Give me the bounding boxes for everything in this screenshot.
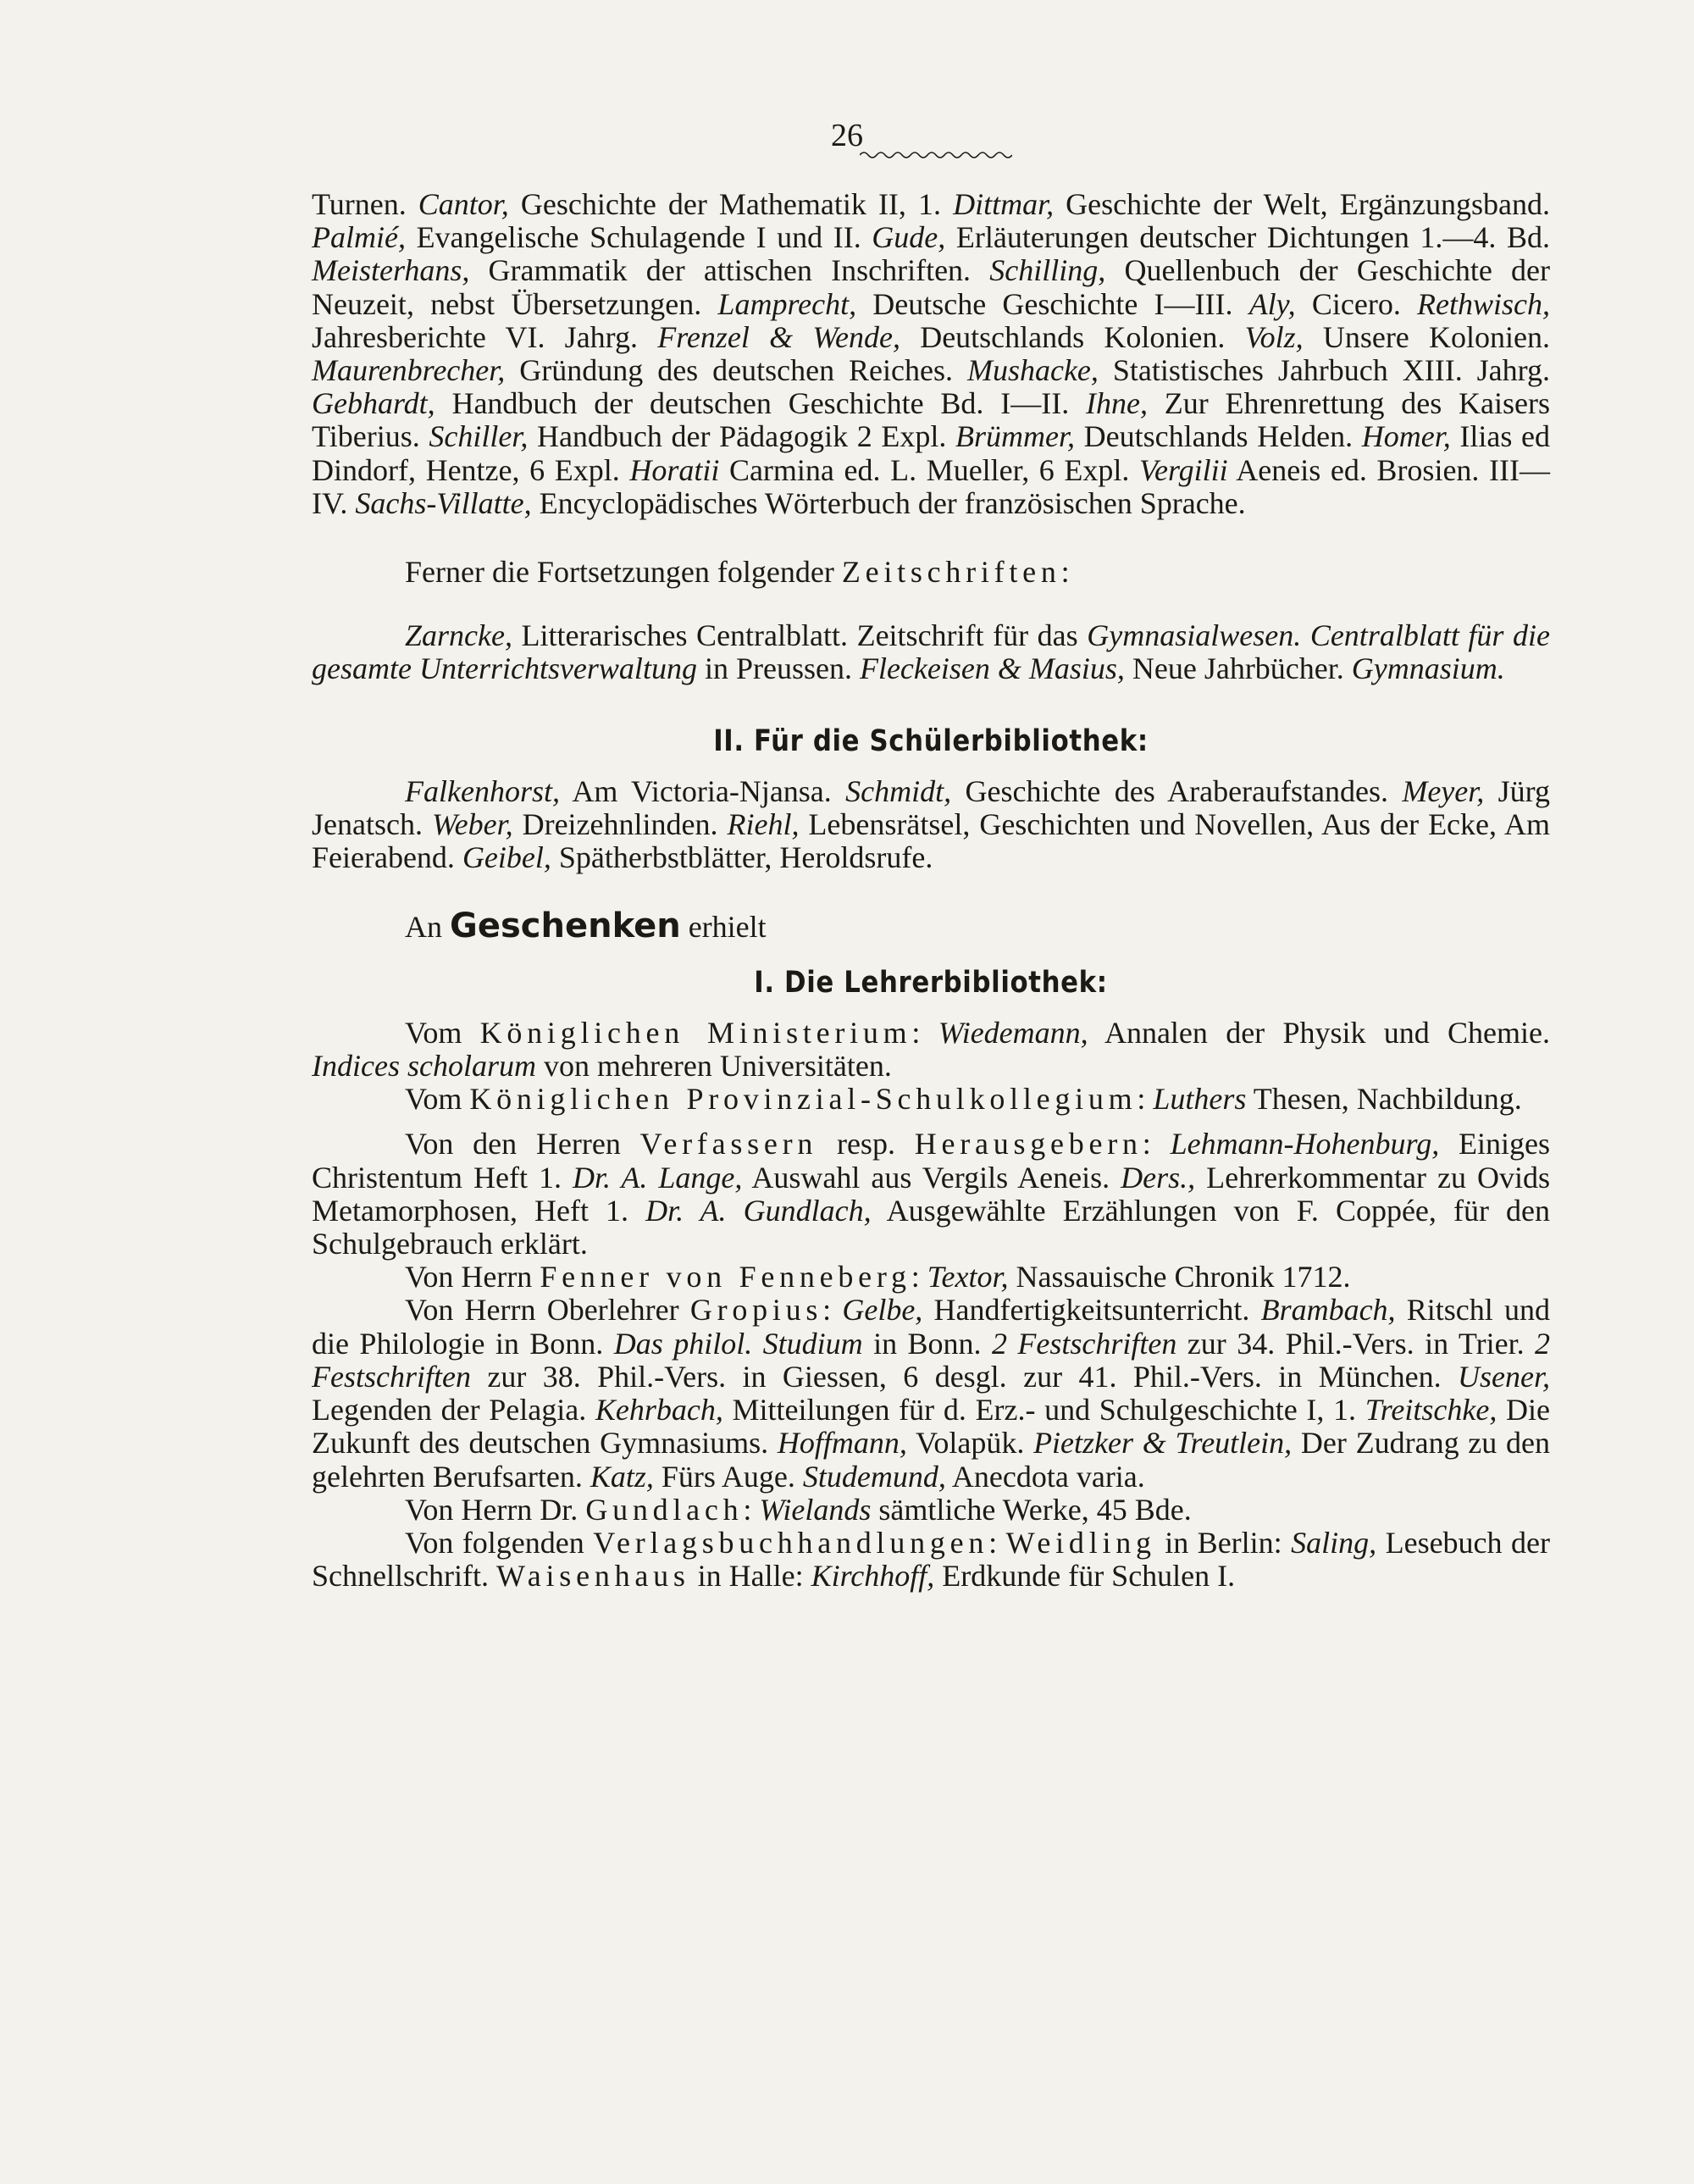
text-run: Geschichte des Araberaufstandes. [951,773,1403,808]
text-run: Litterarisches Centralblatt. Zeitschrift für das [512,618,1088,653]
text-run: Aeneis ed. Brosien. III—IV. [312,452,1550,520]
spaced-emphasis: Waisenhaus [495,1559,690,1594]
text-run: Von Herrn Oberlehrer [405,1293,690,1328]
text-run: Lehrerkommentar zu Ovids Metamorphosen, Heft 1. [312,1160,1551,1228]
author-name: Vergilii [1139,452,1228,487]
paragraph-lehrerbibliothek-purchases [312,188,1550,520]
text-run: Anecdota varia. [945,1459,1145,1494]
spaced-emphasis: Königlichen Provinzial-Schulkollegium [469,1082,1138,1117]
paragraph-schuelerbibliothek-list [312,775,1550,875]
author-name: Mushacke, [966,353,1099,388]
title-italic: Indices scholarum [312,1049,536,1084]
author-name: Palmié, [312,220,406,255]
paragraph-zeitschriften-list [312,619,1550,685]
author-name: Lehmann-Hohenburg, [1170,1127,1440,1161]
text-run: : [743,1492,760,1527]
text-run: Gründung des deutschen Reiches. [505,353,967,388]
author-name: Wielands [759,1492,872,1527]
author-name: Usener, [1458,1359,1550,1394]
text-run: : [988,1525,1006,1560]
text-run: Geschichte der Welt, Ergänzungsband. [1054,187,1550,221]
spaced-emphasis: Königlichen Ministerium [479,1015,912,1050]
author-name: Volz, [1244,319,1304,354]
text-run: Erläuterungen deutscher Dichtungen 1.—4. Bd. [945,220,1550,255]
author-name: Dr. A. Gundlach, [645,1193,872,1228]
author-name: Luthers [1153,1082,1247,1117]
text-run: Jahresberichte VI. Jahrg. [312,319,658,354]
text-run: Lebensrätsel, Geschichten und Novellen, Aus der Ecke, Am Feierabend. [312,807,1550,875]
text-run: zur 38. Phil.-Vers. in Giessen, 6 desgl. zur 41. Phil.-Vers. in München. [470,1359,1459,1394]
text-run: Vom [405,1082,470,1117]
text-run: Quellenbuch der Geschichte der Neuzeit, nebst Übersetzungen. [312,253,1550,321]
text-run: Von den Herren [405,1127,640,1161]
paragraph-zeitschriften-intro [312,556,1550,589]
author-name: Ders., [1121,1160,1196,1195]
author-name: Aly, [1248,286,1296,321]
text-run: Jürg Jenatsch. [312,773,1550,842]
text-run: in Bonn. [862,1326,992,1361]
text-run: Statistisches Jahrbuch XIII. Jahrg. [1098,353,1550,388]
text-run: Annalen der Physik und Chemie. [1088,1015,1551,1050]
section-heading-lehrerbibliothek: I. Die Lehrerbibliothek: [754,965,1108,1000]
author-name: Homer, [1361,419,1451,454]
author-name: Sachs-Villatte, [355,485,532,520]
text-run: Ausgewählte Erzählungen von F. Coppée, für den Schulgebrauch erklärt. [312,1193,1550,1261]
paragraph-schulkollegium [312,1083,1550,1116]
text-run: sämtliche Werke, 45 Bde. [871,1492,1192,1527]
text-run: : [911,1260,927,1294]
text-run: : [822,1293,843,1328]
text-run: Erdkunde für Schulen I. [934,1559,1236,1594]
text-run: von mehreren Universitäten. [535,1049,892,1084]
spaced-emphasis: Zeitschriften [841,555,1061,590]
author-name: Textor, [927,1260,1009,1294]
author-name: Frenzel & Wende, [657,319,900,354]
text-run: Zur Ehrenrettung des Kaisers Tiberius. [312,386,1551,454]
text-run: in Preussen. [696,651,860,686]
author-name: Gelbe, [842,1293,923,1328]
author-name: Dittmar, [953,187,1055,221]
author-name: Brambach, [1260,1293,1396,1328]
text-run: in Berlin: [1155,1525,1292,1560]
author-name: Falkenhorst, [405,773,560,808]
author-name: Gude, [872,220,946,255]
author-name: Weber, [431,807,513,842]
author-name: Maurenbrecher, [312,353,506,388]
paragraph-geschenken-intro [312,906,1550,946]
author-name: Kirchhoff, [811,1559,935,1594]
author-name: Kehrbach, [595,1393,723,1427]
wavy-rule-ornament [860,149,1012,161]
spaced-emphasis: Gundlach [585,1492,744,1527]
author-name: Gebhardt, [312,386,435,421]
text-run: Einiges Christentum Heft 1. [312,1127,1550,1195]
text-run: : [1060,555,1070,590]
author-name: Lamprecht, [717,286,857,321]
text-run: Thesen, Nachbildung. [1246,1082,1522,1117]
author-name: Schmidt, [845,773,952,808]
text-run: Cicero. [1295,286,1418,321]
text-run: Unsere Kolonien. [1303,319,1550,354]
text-run: erhielt [680,910,767,945]
author-name: Hoffmann, [777,1426,907,1461]
text-run: Spätherbstblätter, Heroldsrufe. [551,840,933,875]
text-run: Handbuch der Pädagogik 2 Expl. [528,419,955,454]
author-name: Fleckeisen & Masius, [859,651,1125,686]
title-italic: Das philol. Studium [613,1326,863,1361]
spaced-emphasis: Weidling [1005,1525,1156,1560]
author-name: Schiller, [429,419,529,454]
spaced-emphasis: Gropius [689,1293,823,1328]
text-run: Von Herrn Dr. [405,1492,586,1527]
text-run: Deutsche Geschichte I—III. [856,286,1249,321]
text-run: Lesebuch der Schnellschrift. [312,1525,1550,1594]
paragraph-verlagsbuchhandlungen [312,1527,1550,1593]
author-name: Rethwisch, [1417,286,1551,321]
text-run: Handfertigkeitsunterricht. [922,1293,1261,1328]
text-run: Nassauische Chronik 1712. [1008,1260,1351,1294]
title-italic: 2 Festschriften [991,1326,1177,1361]
text-run: Geschichte der Mathematik II, 1. [508,187,954,221]
text-run: Mitteilungen für d. Erz.- und Schulgeschichte I, 1. [722,1393,1365,1427]
text-run: resp. [817,1127,915,1161]
text-run: Encyclopädisches Wörterbuch der französischen Sprache. [531,485,1246,520]
title-italic: Gymnasialwesen. Centralblatt für die gesamte Unterrichtsverwaltung [312,618,1551,686]
paragraph-verfasser [312,1128,1550,1261]
bold-emphasis: Geschenken [450,906,681,946]
author-name: Dr. A. Lange, [573,1160,743,1195]
text-run: Ilias ed Dindorf, Hentze, 6 Expl. [312,419,1550,487]
paragraph-fenner [312,1261,1550,1294]
author-name: Riehl, [727,807,800,842]
paragraph-ministerium [312,1017,1550,1083]
text-run: : [911,1015,938,1050]
text-run: Legenden der Pelagia. [312,1393,595,1427]
author-name: Schilling, [989,253,1106,288]
text-run: Evangelische Schulagende I und II. [405,220,872,255]
author-name: Ihne, [1086,386,1148,421]
author-name: Horatii [629,452,720,487]
author-name: Meisterhans, [312,253,470,288]
body-text [312,188,1550,1593]
author-name: Treitschke, [1365,1393,1497,1427]
text-run: Auswahl aus Vergils Aeneis. [742,1160,1121,1195]
text-run: Turnen. [312,187,418,221]
spaced-emphasis: Herausgebern [914,1127,1143,1161]
text-run: : [1137,1082,1154,1117]
text-run: Fürs Auge. [653,1459,803,1494]
text-run: Deutschlands Kolonien. [900,319,1245,354]
text-run: Dreizehnlinden. [512,807,728,842]
author-name: Studemund, [802,1459,946,1494]
text-run: Ferner die Fortsetzungen folgender [405,555,842,590]
title-italic: Gymnasium. [1351,651,1505,686]
text-run: Grammatik der attischen Inschriften. [469,253,990,288]
author-name: Cantor, [418,187,509,221]
text-run: Handbuch der deutschen Geschichte Bd. I—II. [435,386,1086,421]
author-name: Wiedemann, [938,1015,1088,1050]
paragraph-gundlach [312,1494,1550,1527]
text-run: Volapük. [906,1426,1034,1461]
text-run: An [405,910,450,945]
section-heading-schuelerbibliothek: II. Für die Schülerbibliothek: [713,723,1149,758]
author-name: Zarncke, [405,618,512,653]
author-name: Pietzker & Treutlein, [1033,1426,1293,1461]
text-run: Deutschlands Helden. [1074,419,1362,454]
spaced-emphasis: Verfassern [639,1127,818,1161]
title-italic: 2 Festschriften [312,1326,1550,1394]
page-number: 26 [831,118,863,153]
spaced-emphasis: Verlagsbuchhandlungen [593,1525,989,1560]
text-run: Neue Jahrbücher. [1124,651,1352,686]
text-run: Am Victoria-Njansa. [559,773,846,808]
text-run: Der Zudrang zu den gelehrten Berufsarten. [312,1426,1551,1494]
author-name: Saling, [1291,1525,1377,1560]
text-run: Von Herrn [405,1260,540,1294]
text-run: in Halle: [689,1559,811,1594]
text-run: Vom [405,1015,480,1050]
text-run: : [1142,1127,1171,1161]
text-run: Ritschl und die Philologie in Bonn. [312,1293,1550,1361]
text-run: zur 34. Phil.-Vers. in Trier. [1176,1326,1535,1361]
author-name: Katz, [590,1459,654,1494]
author-name: Brümmer, [955,419,1075,454]
text-run: Carmina ed. L. Mueller, 6 Expl. [719,452,1139,487]
spaced-emphasis: Fenner von Fenneberg [540,1260,911,1294]
author-name: Meyer, [1402,773,1485,808]
author-name: Geibel, [462,840,551,875]
text-run: Die Zukunft des deutschen Gymnasiums. [312,1393,1550,1461]
text-run: Von folgenden [405,1525,594,1560]
paragraph-gropius [312,1294,1550,1493]
